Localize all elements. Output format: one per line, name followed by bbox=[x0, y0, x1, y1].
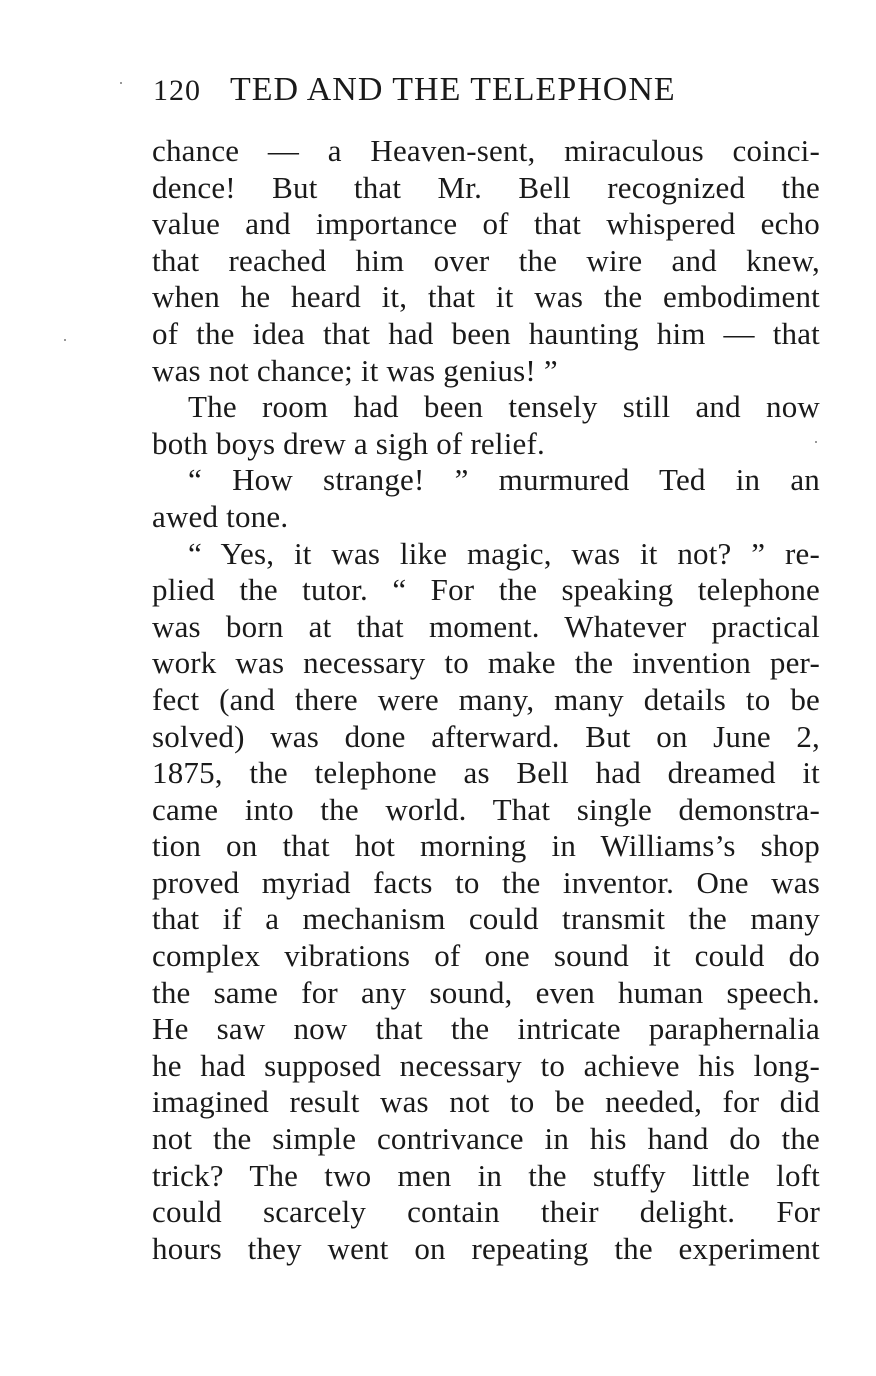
running-title: TED AND THE TELEPHONE bbox=[230, 71, 676, 108]
text-line: complex vibrations of one sound it could do bbox=[152, 938, 820, 974]
page-number: 120 bbox=[153, 74, 201, 107]
text-line: He saw now that the intricate paraphernalia bbox=[152, 1011, 820, 1047]
text-line: value and importance of that whispered echo bbox=[152, 206, 820, 242]
text-line: that reached him over the wire and knew, bbox=[152, 242, 820, 278]
text-line: “ Yes, it was like magic, was it not? ” re- bbox=[188, 535, 820, 571]
running-head bbox=[153, 66, 823, 114]
text-line: not the simple contrivance in his hand do the bbox=[152, 1121, 820, 1157]
text-line: solved) was done afterward. But on June 2, bbox=[152, 718, 820, 754]
text-line: of the idea that had been haunting him — that bbox=[152, 315, 820, 351]
scan-speck bbox=[815, 441, 817, 443]
text-line: that if a mechanism could transmit the many bbox=[152, 901, 820, 937]
scan-speck bbox=[64, 339, 66, 341]
text-line: came into the world. That single demonstra- bbox=[152, 791, 820, 827]
text-line: trick? The two men in the stuffy little loft bbox=[152, 1157, 820, 1193]
text-line: could scarcely contain their delight. For bbox=[152, 1194, 820, 1230]
text-line: chance — a Heaven-sent, miraculous coinci- bbox=[152, 133, 820, 168]
text-line: the same for any sound, even human speech. bbox=[152, 974, 820, 1010]
text-line: both boys drew a sigh of relief. bbox=[152, 425, 545, 461]
text-line: was born at that moment. Whatever practical bbox=[152, 608, 820, 644]
text-line: when he heard it, that it was the embodiment bbox=[152, 279, 820, 315]
body-text bbox=[152, 133, 820, 1267]
text-line: work was necessary to make the invention per- bbox=[152, 645, 820, 681]
text-line: tion on that hot morning in Williams’s shop bbox=[152, 828, 820, 864]
text-line: 1875, the telephone as Bell had dreamed it bbox=[152, 755, 820, 791]
scan-speck bbox=[120, 82, 122, 84]
text-line: The room had been tensely still and now bbox=[188, 389, 820, 425]
text-line: fect (and there were many, many details to be bbox=[152, 681, 820, 717]
text-line: proved myriad facts to the inventor. One was bbox=[152, 864, 820, 900]
text-line: he had supposed necessary to achieve his long- bbox=[152, 1047, 820, 1083]
text-line: imagined result was not to be needed, for did bbox=[152, 1084, 820, 1120]
text-line: “ How strange! ” murmured Ted in an bbox=[188, 462, 820, 498]
text-line: plied the tutor. “ For the speaking telephone bbox=[152, 572, 820, 608]
text-line: awed tone. bbox=[152, 498, 289, 534]
text-line: dence! But that Mr. Bell recognized the bbox=[152, 169, 820, 205]
text-line: was not chance; it was genius! ” bbox=[152, 352, 558, 388]
text-line: hours they went on repeating the experiment bbox=[152, 1230, 820, 1266]
